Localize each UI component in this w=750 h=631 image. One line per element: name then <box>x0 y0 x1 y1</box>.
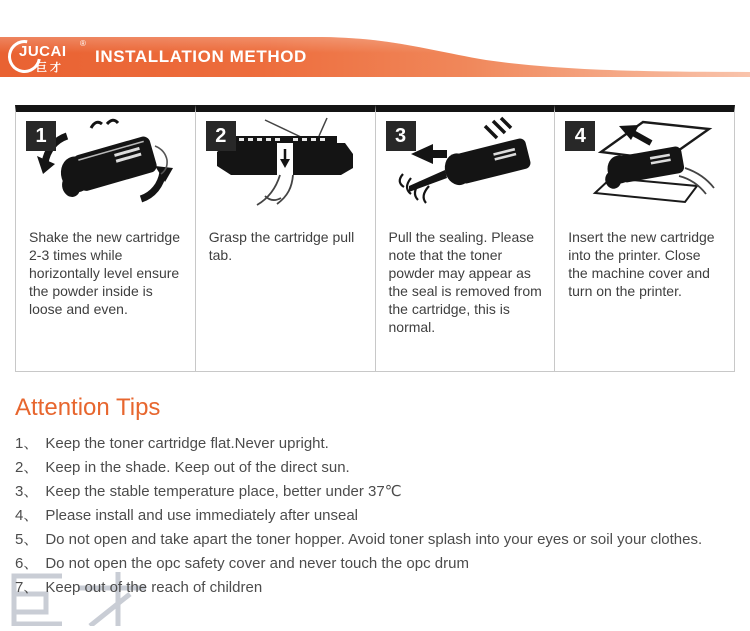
attention-tips-heading: Attention Tips <box>15 394 161 421</box>
tip-item <box>15 552 739 576</box>
attention-tips-list <box>15 432 739 600</box>
step-description: Pull the sealing. Please note that the toner powder may appear as the seal is removed from the cartridge, this is normal. <box>388 229 542 335</box>
tip-number: 3、 <box>15 483 39 500</box>
brand-logo <box>10 39 92 75</box>
step-card-1 <box>15 105 196 372</box>
step-number-badge: 4 <box>565 121 595 151</box>
tip-number: 5、 <box>15 531 39 548</box>
attention-tips-section <box>15 394 739 600</box>
tip-item <box>15 432 739 456</box>
installation-steps-row <box>15 105 735 372</box>
logo-brand-chinese: 巨才 <box>36 62 64 74</box>
step-number-badge: 1 <box>26 121 56 151</box>
tip-item <box>15 576 739 600</box>
step-description: Shake the new cartridge 2-3 times while horizontally level ensure the powder inside is loose and even. <box>29 229 180 317</box>
step-description: Insert the new cartridge into the printer. Close the machine cover and turn on the printer. <box>568 229 715 299</box>
tip-item <box>15 456 739 480</box>
header-banner <box>0 37 750 77</box>
tip-text: Keep the stable temperature place, better under 37℃ <box>45 483 402 500</box>
page-title: INSTALLATION METHOD <box>95 47 307 66</box>
tip-text: Do not open the opc safety cover and never touch the opc drum <box>45 555 469 572</box>
tip-number: 4、 <box>15 507 39 524</box>
step-number-badge: 2 <box>206 121 236 151</box>
step-card-3 <box>375 105 556 372</box>
tip-text: Please install and use immediately after unseal <box>45 507 359 524</box>
step-description: Grasp the cartridge pull tab. <box>208 229 355 263</box>
logo-brand-text: JUCAI <box>19 43 67 60</box>
tip-item <box>15 528 739 552</box>
step-card-2 <box>195 105 376 372</box>
tip-text: Do not open and take apart the toner hopper. Avoid toner splash into your eyes or soil your clothes. <box>45 531 703 548</box>
step-number-badge: 3 <box>386 121 416 151</box>
tip-text: Keep in the shade. Keep out of the direct sun. <box>45 459 350 476</box>
registered-trademark-symbol: ® <box>80 39 86 48</box>
step-card-4 <box>554 105 735 372</box>
tip-text: Keep the toner cartridge flat.Never upright. <box>45 435 329 452</box>
tip-item <box>15 504 739 528</box>
tip-number: 7、 <box>15 579 39 596</box>
tip-number: 1、 <box>15 435 39 452</box>
tip-item <box>15 480 739 504</box>
tip-text: Keep out of the reach of children <box>45 579 263 596</box>
tip-number: 6、 <box>15 555 39 572</box>
tip-number: 2、 <box>15 459 39 476</box>
